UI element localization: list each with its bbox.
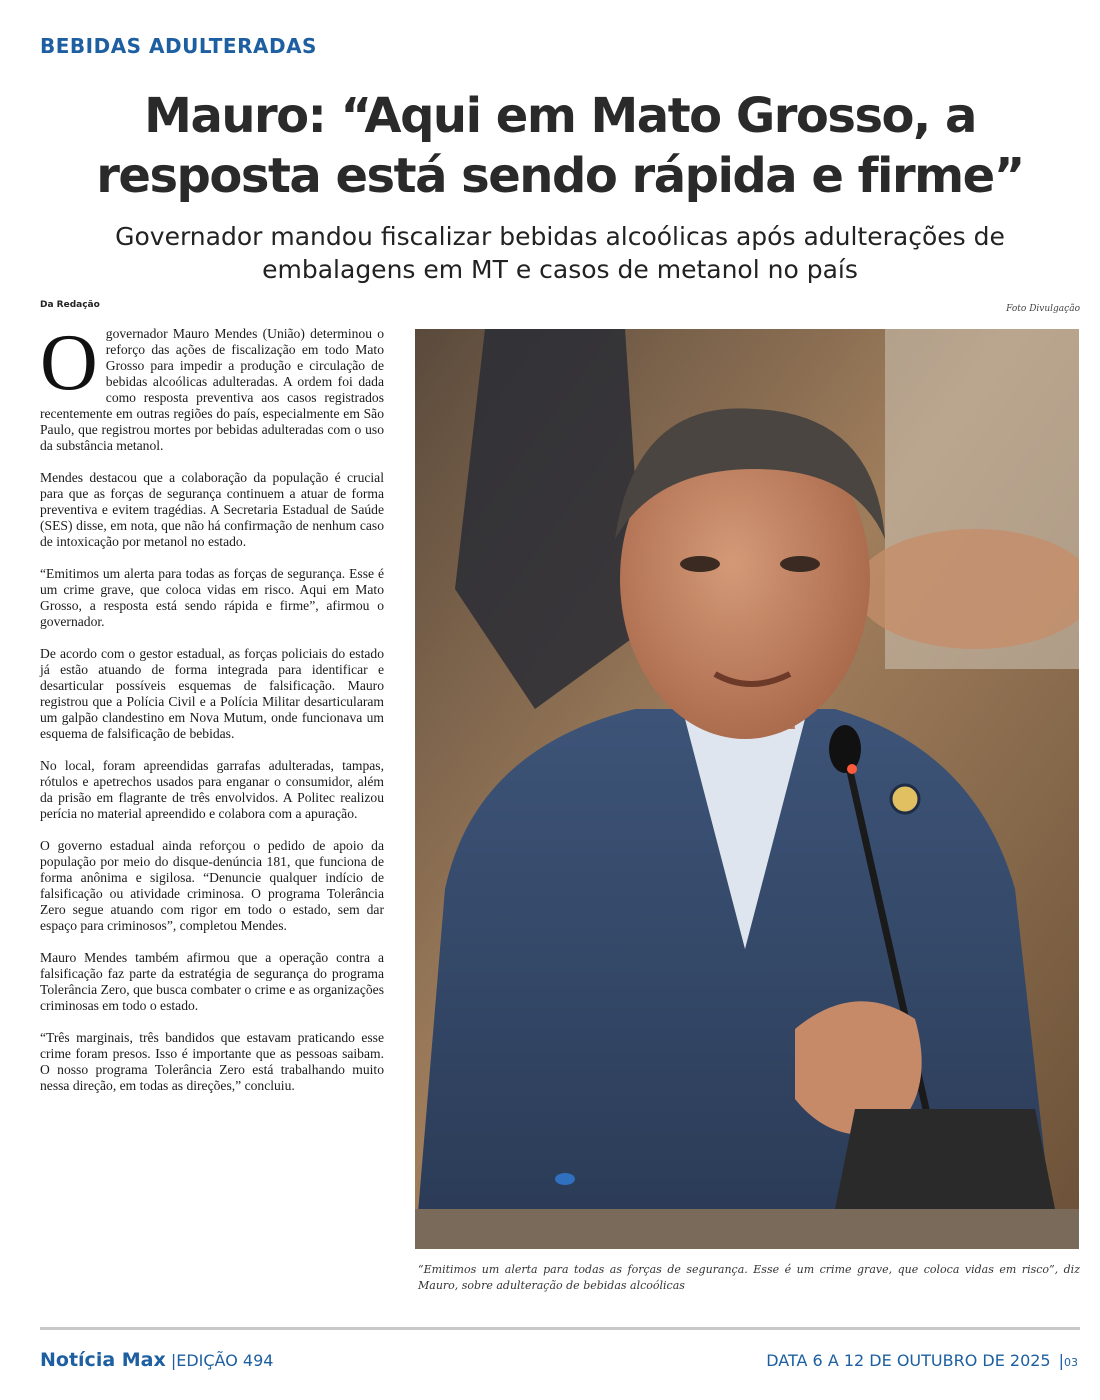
- governor-portrait-illustration: [415, 329, 1079, 1249]
- article-paragraph-6: O governo estadual ainda reforçou o pedido de apoio da população por meio do disque-denúncia 181, que funciona de forma anônima e sigilosa. “Denuncie qualquer indício de falsificação ou atividade criminosa. O programa Tolerância Zero segue atuando com rigor em todo o estado, sem dar espaço para criminosos”, completou Mendes.: [40, 838, 384, 933]
- subheadline: Governador mandou fiscalizar bebidas alcoólicas após adulterações de embalagens em MT e casos de metanol no país: [115, 222, 1005, 284]
- article-paragraph-8: “Três marginais, três bandidos que estavam praticando esse crime foram presos. Isso é importante que as pessoas saibam. O nosso programa Tolerância Zero está trabalhando muito nessa direção, em todas as direções,” concluiu.: [40, 1030, 384, 1093]
- article-paragraph-7: Mauro Mendes também afirmou que a operação contra a falsificação faz parte da estratégia de segurança do programa Tolerância Zero, que busca combater o crime e as organizações criminosas em todo o estado.: [40, 950, 384, 1013]
- article-body: [40, 319, 384, 1110]
- page-number: 03: [1064, 1356, 1078, 1369]
- section-label: BEBIDAS ADULTERADAS: [40, 34, 317, 58]
- photo-caption: “Emitimos um alerta para todas as forças de segurança. Esse é um crime grave, que coloca vidas em risco”, diz Mauro, sobre adulteração de bebidas alcoólicas: [418, 1263, 1080, 1292]
- desk: [415, 1209, 1079, 1249]
- photo-credit: Foto Divulgação: [1006, 304, 1080, 314]
- drop-cap: O: [40, 319, 98, 407]
- article-photo: [415, 329, 1079, 1249]
- footer-masthead: [40, 1349, 273, 1371]
- issue-date: DATA 6 A 12 DE OUTUBRO DE 2025: [766, 1351, 1051, 1370]
- footer-date-page: [766, 1351, 1078, 1370]
- article-paragraph-4: De acordo com o gestor estadual, as forças policiais do estado já estão atuando de forma integrada para identificar e desarticular possíveis esquemas de falsificação. Mauro registrou que a Polícia Civil e a Polícia Militar desarticularam um galpão clandestino em Nova Mutum, onde funcionava um esquema de falsificação de bebidas.: [40, 646, 384, 741]
- paragraph-text: governador Mauro Mendes (União) determinou o reforço das ações de fiscalização em todo Mato Grosso para impedir a produção e circulação de bebidas alcoólicas adulteradas. A ordem foi dada como resposta preventiva aos casos registrados recentemente em outras regiões do país, especialmente em São Paulo, que registrou mortes por bebidas adulteradas com o uso da substância metanol.: [40, 326, 384, 453]
- footer-divider: [40, 1327, 1080, 1330]
- microphone-head: [829, 725, 861, 773]
- byline: Da Redação: [40, 300, 100, 310]
- article-paragraph-3: “Emitimos um alerta para todas as forças de segurança. Esse é um crime grave, que coloca vidas em risco. Aqui em Mato Grosso, a resposta está sendo rápida e firme”, afirmou o governador.: [40, 566, 384, 629]
- right-eye: [780, 556, 820, 572]
- desk-object: [555, 1173, 575, 1185]
- microphone-base: [835, 1109, 1055, 1209]
- lapel-pin: [891, 785, 919, 813]
- microphone-light: [847, 764, 857, 774]
- edition-number: |EDIÇÃO 494: [170, 1351, 274, 1370]
- headline: Mauro: “Aqui em Mato Grosso, a resposta está sendo rápida e firme”: [96, 88, 1024, 204]
- footer-separator: |: [1058, 1351, 1064, 1370]
- left-eye: [680, 556, 720, 572]
- publication-name: Notícia Max: [40, 1349, 166, 1371]
- article-paragraph-1: [40, 319, 384, 454]
- article-paragraph-2: Mendes destacou que a colaboração da população é crucial para que as forças de segurança continuem a atuar de forma preventiva e evitem tragédias. A Secretaria Estadual de Saúde (SES) disse, em nota, que não há confirmação de nenhum caso de intoxicação por metanol no estado.: [40, 470, 384, 549]
- article-paragraph-5: No local, foram apreendidas garrafas adulteradas, tampas, rótulos e apetrechos usados para enganar o consumidor, além da prisão em flagrante de três envolvidos. A Politec realizou perícia no material apreendido e colabora com a apuração.: [40, 758, 384, 821]
